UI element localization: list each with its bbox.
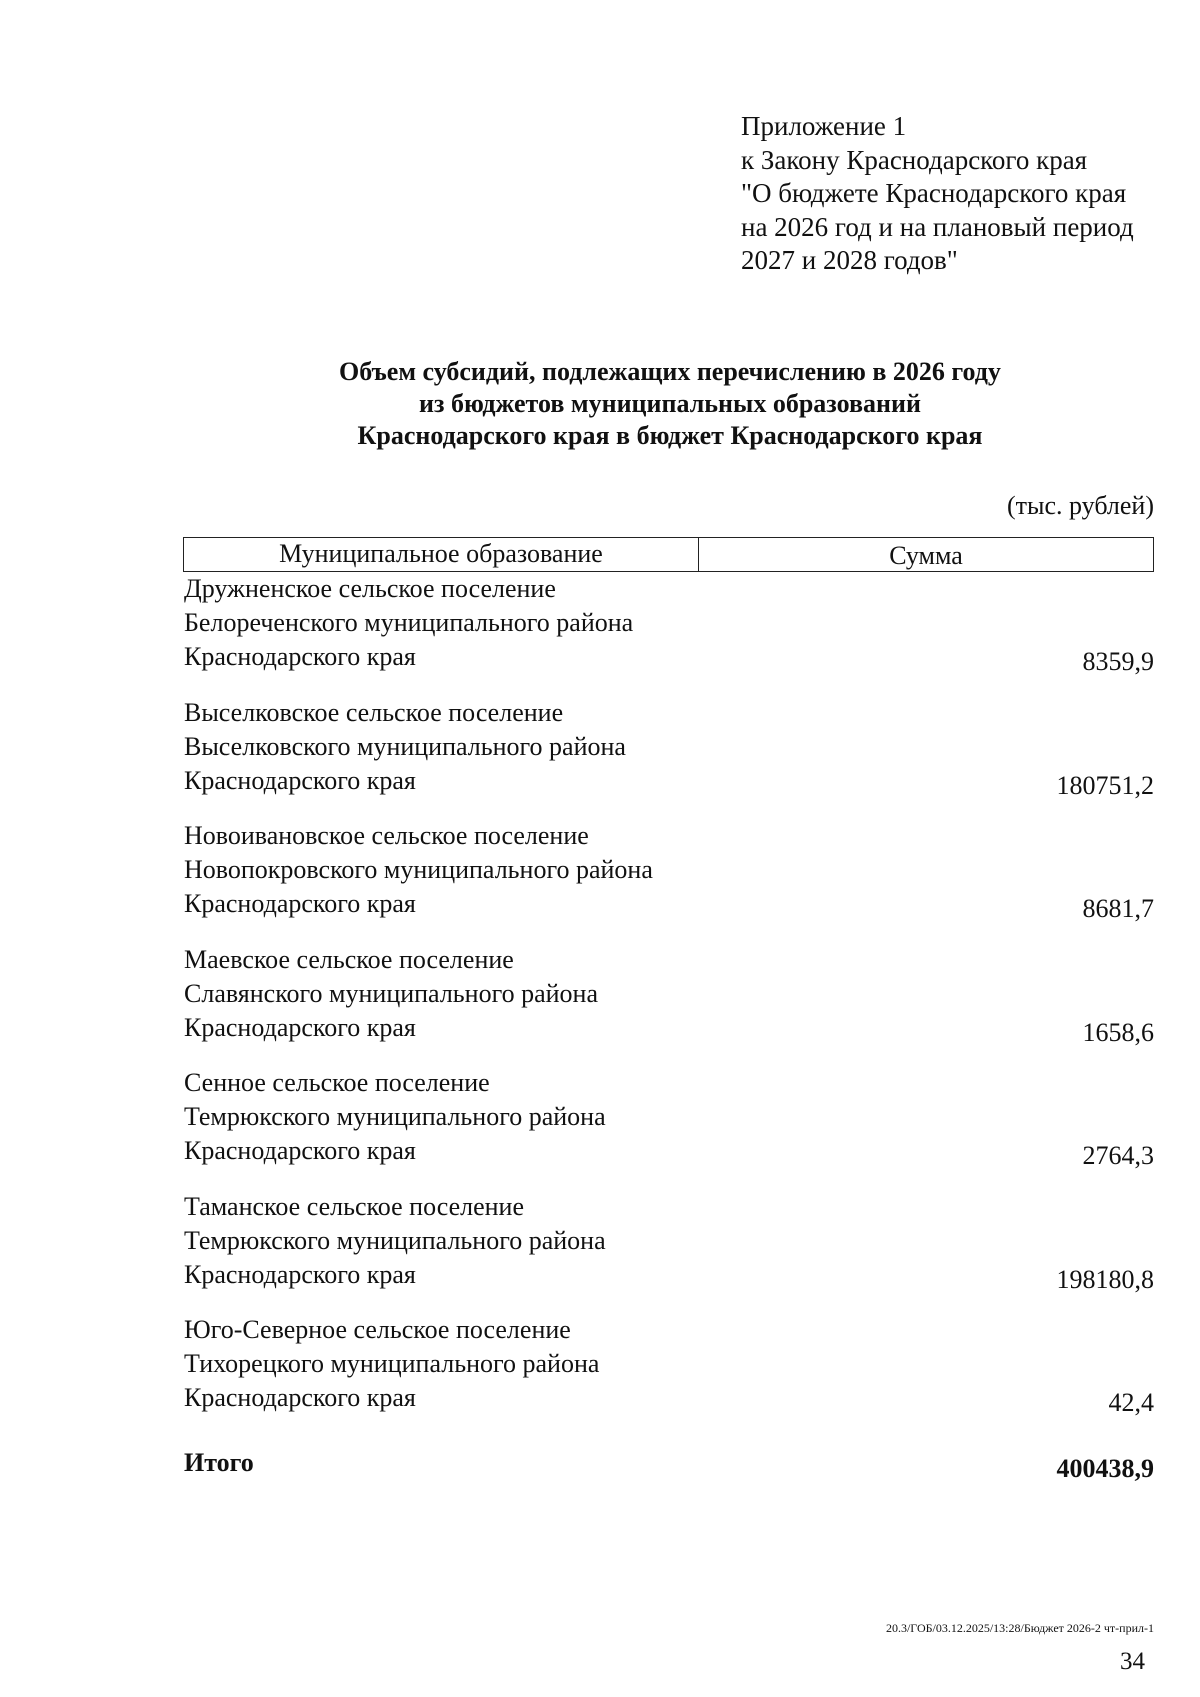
amount-cell: 198180,8: [1056, 1264, 1154, 1294]
municipality-name: [184, 1066, 1154, 1168]
name-line: Дружненское сельское поселение: [184, 574, 556, 603]
name-line: Маевское сельское поселение: [184, 944, 514, 974]
amount-cell: 8359,9: [1082, 647, 1154, 676]
name-line: Белореченского муниципального района: [184, 608, 634, 637]
name-line: Темрюкского муниципального района: [184, 1225, 606, 1255]
name-line: Краснодарского края: [184, 642, 416, 671]
table-row: [184, 572, 1154, 696]
name-line: Сенное сельское поселение: [184, 1068, 490, 1097]
total-amount: 400438,9: [1056, 1454, 1154, 1483]
table-row: [184, 1066, 1154, 1190]
appendix-line: "О бюджете Краснодарского края: [741, 178, 1127, 208]
table-row: [184, 1313, 1154, 1437]
appendix-line: 2027 и 2028 годов": [741, 245, 958, 275]
table-header: [183, 537, 1154, 572]
appendix-line: к Закону Краснодарского края: [741, 144, 1088, 175]
name-line: Краснодарского края: [184, 889, 416, 918]
column-header-amount: Сумма: [889, 541, 963, 570]
municipality-name: [184, 1313, 1154, 1415]
amount-cell: 2764,3: [1082, 1141, 1154, 1170]
table-row: [184, 696, 1154, 820]
name-line: Краснодарского края: [184, 1259, 416, 1289]
title-line: Краснодарского края в бюджет Краснодарского края: [357, 421, 983, 450]
name-line: Тихорецкого муниципального района: [184, 1349, 600, 1378]
name-line: Новоивановское сельское поселение: [184, 821, 589, 850]
name-line: Славянского муниципального района: [184, 978, 598, 1008]
document-title: [180, 356, 1160, 452]
municipality-name: [184, 943, 1154, 1045]
amount-cell: 8681,7: [1082, 894, 1154, 923]
column-header-municipality: Муниципальное образование: [184, 538, 699, 571]
amount-cell: 42,4: [1108, 1388, 1154, 1417]
document-code: 20.3/ГОБ/03.12.2025/13:28/Бюджет 2026-2 чт-прил-1: [885, 1621, 1154, 1635]
name-line: Таманское сельское поселение: [184, 1191, 524, 1221]
table-body: [184, 572, 1154, 1437]
name-line: Краснодарского края: [184, 765, 416, 795]
amount-cell: 1658,6: [1082, 1017, 1154, 1047]
name-line: Юго-Северное сельское поселение: [184, 1315, 571, 1344]
municipality-name: [184, 819, 1154, 921]
total-label: Итого: [184, 1448, 254, 1477]
name-line: Темрюкского муниципального района: [184, 1102, 606, 1131]
appendix-line: Приложение 1: [741, 111, 907, 141]
table-row: [184, 819, 1154, 943]
title-line: из бюджетов муниципальных образований: [419, 389, 921, 418]
name-line: Выселковское сельское поселение: [184, 697, 564, 727]
name-line: Краснодарского края: [184, 1012, 416, 1042]
municipality-name: [184, 696, 1154, 798]
title-line: Объем субсидий, подлежащих перечислению в 2026 году: [339, 357, 1001, 386]
table-row: [184, 943, 1154, 1067]
name-line: Краснодарского края: [184, 1136, 416, 1165]
page-number: 34: [1120, 1648, 1145, 1675]
name-line: Выселковского муниципального района: [184, 731, 626, 761]
name-line: Краснодарского края: [184, 1383, 416, 1412]
municipality-name: [184, 572, 1154, 674]
amount-cell: 180751,2: [1056, 770, 1154, 800]
name-line: Новопокровского муниципального района: [184, 855, 653, 884]
appendix-block: [741, 110, 1134, 278]
municipality-name: [184, 1190, 1154, 1292]
table-row: [184, 1190, 1154, 1314]
appendix-line: на 2026 год и на плановый период: [741, 211, 1134, 242]
units-label: (тыс. рублей): [1006, 491, 1154, 520]
